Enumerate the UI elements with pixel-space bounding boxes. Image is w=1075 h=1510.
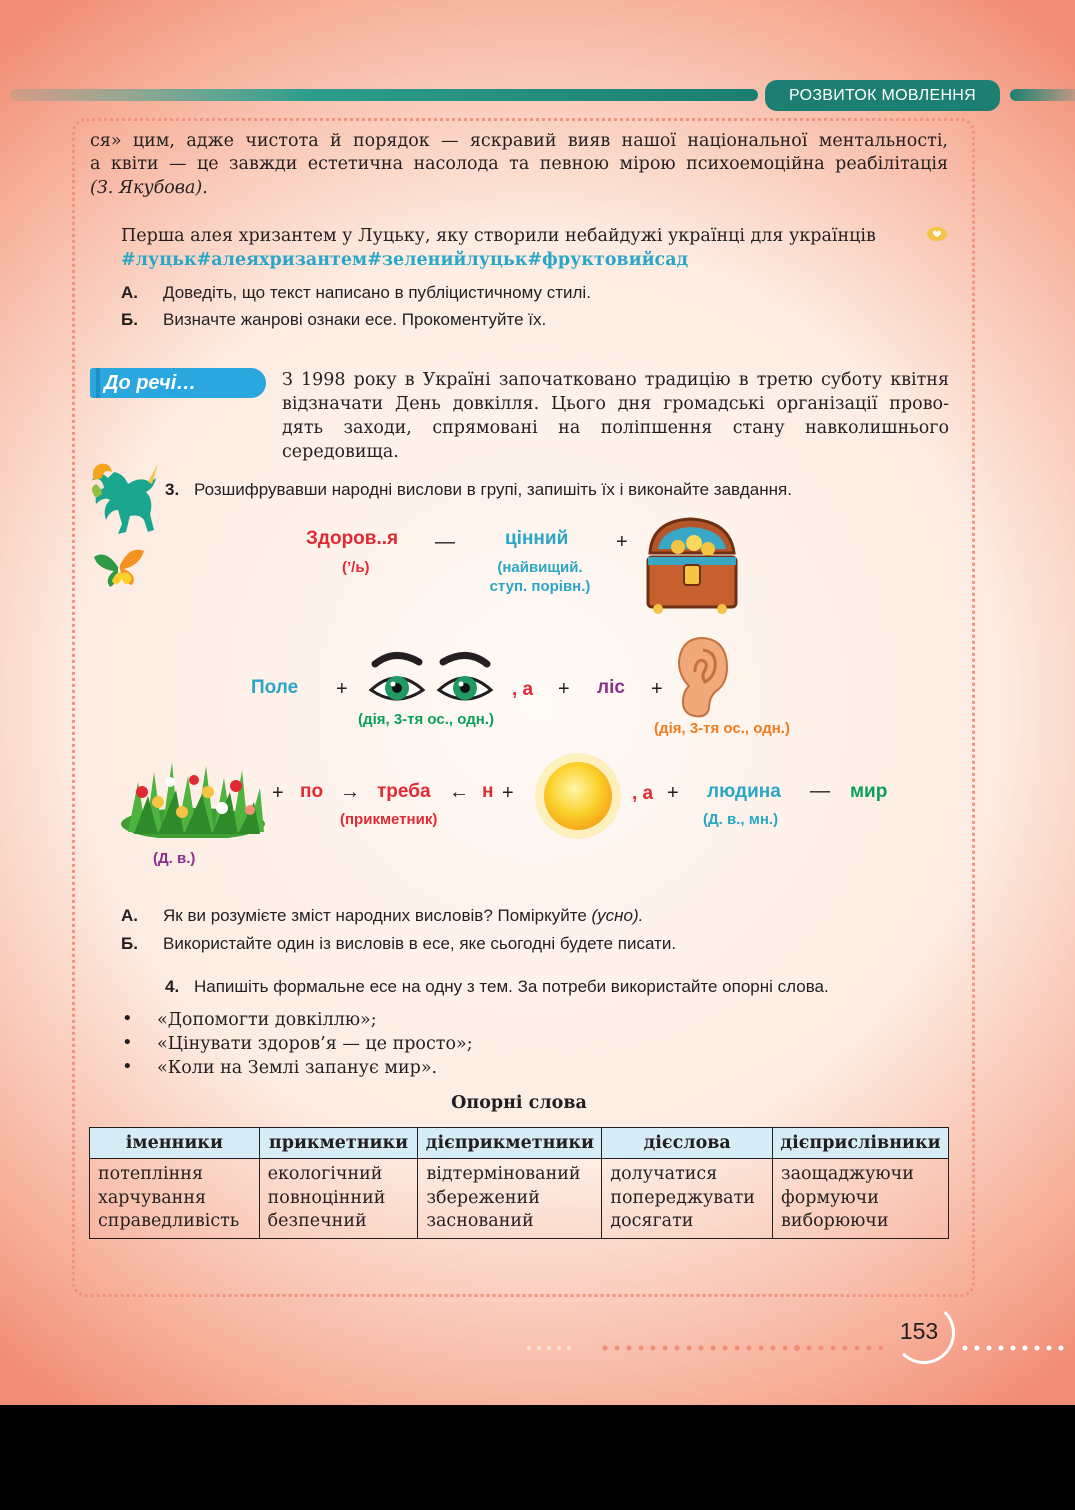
table-word: долучатися: [610, 1164, 718, 1184]
table-word: формуючи: [781, 1187, 879, 1208]
task2-a: [121, 904, 138, 928]
post-hashtags[interactable]: #луцьк#алеяхризантем#зеленийлуцьк#фруктовийсад: [121, 250, 689, 270]
puzzle2-word1: Поле: [251, 677, 299, 698]
sun-icon: [533, 751, 623, 841]
topic-3: «Коли на Землі запанує мир».: [157, 1058, 438, 1078]
bullet-icon: •: [122, 1032, 133, 1053]
table-word: повноцінний: [267, 1187, 386, 1208]
post-text: [121, 224, 931, 248]
section-title: РОЗВИТОК МОВЛЕННЯ: [765, 80, 1000, 111]
puzzle3-plus2: +: [502, 782, 514, 804]
intro-line-1: ся» цим, адже чистота й порядок — яскравий вияв нашої національної ментальності,: [90, 131, 948, 151]
post-caption: Перша алея хризантем у Луцьку, яку створили небайдужі українці для українців: [121, 226, 876, 246]
task2-b: [121, 932, 138, 956]
task2-b-text: Використайте один із висловів в есе, яке сьогодні будете писати.: [163, 934, 677, 953]
table-word: досягати: [610, 1211, 694, 1231]
puzzle3-myr: мир: [850, 781, 888, 802]
puzzle3-plus3: +: [667, 782, 679, 804]
task2-a-note: (усно).: [591, 906, 644, 925]
table-cell-participles: [418, 1159, 602, 1239]
table-header-cell: дієприслівники: [773, 1128, 949, 1159]
table-word: потепління: [98, 1164, 203, 1184]
puzzle3-hint-adj: (прикметник): [340, 811, 438, 828]
footer-dots: [525, 1345, 1075, 1351]
treasure-chest-icon: [638, 513, 744, 615]
puzzle1-dash: —: [435, 531, 455, 553]
aside-label: До речі…: [90, 368, 266, 398]
exercise3-text: Розшифрувавши народні вислови в групі, запишіть їх і виконайте завдання.: [194, 480, 792, 499]
ear-icon: [675, 636, 729, 718]
puzzle2-plus2: +: [558, 678, 570, 700]
exercise4-text: Напишіть формальне есе на одну з тем. За потреби використайте опорні слова.: [194, 977, 829, 996]
puzzle3-a: , а: [632, 783, 654, 804]
table-word: заснований: [426, 1211, 534, 1231]
task2-a-main: Як ви розумієте зміст народних висловів? Поміркуйте: [163, 906, 592, 925]
unicorn-icon: [88, 458, 160, 536]
puzzle3-plus1: +: [272, 782, 284, 804]
table-word: екологічний: [267, 1164, 383, 1184]
puzzle3-arrow-left: ←: [449, 781, 469, 803]
header-stripe-right: [1010, 89, 1075, 101]
eyes-icon: [367, 650, 495, 710]
table-cell-adverbial-participles: [773, 1159, 949, 1239]
task-a: [121, 281, 138, 305]
task2-b-letter: Б.: [121, 934, 138, 953]
task-b: [121, 308, 138, 332]
puzzle1-word2: цінний: [505, 528, 569, 549]
task-b-text: Визначте жанрові ознаки есе. Прокоментуйте їх.: [163, 310, 547, 329]
table-header-row: [90, 1128, 949, 1159]
table-header-cell: дієслова: [602, 1128, 773, 1159]
exercise3-num: 3.: [165, 480, 180, 499]
table-header-cell: прикметники: [259, 1128, 418, 1159]
table-word: безпечний: [267, 1211, 367, 1231]
table-word: виборюючи: [781, 1211, 889, 1231]
grass-flowers-icon: [118, 752, 268, 838]
table-cell-adjectives: [259, 1159, 418, 1239]
task2-a-letter: А.: [121, 906, 138, 925]
butterflies-icon: [90, 543, 148, 593]
topic-1: «Допомогти довкіллю»;: [157, 1010, 377, 1030]
aside-line-2: відзначати День довкілля. Цього дня громадські організації прово-: [282, 394, 949, 414]
aside-line-3: дять заходи, спрямовані на поліпшення стану навколишнього: [282, 418, 949, 438]
task2-a-text: [163, 904, 643, 928]
table-header-cell: дієприкметники: [418, 1128, 602, 1159]
intro-line-2: а квіти — це завжди естетична насолода та певною мірою психоемоційна реабілітація: [90, 154, 948, 174]
bullet-icon: •: [122, 1008, 133, 1029]
table-word: заощаджуючи: [781, 1164, 914, 1184]
intro-author: (З. Якубова).: [90, 178, 208, 198]
task-a-letter: А.: [121, 283, 138, 302]
task-b-letter: Б.: [121, 310, 138, 329]
puzzle3-po: по: [300, 781, 324, 802]
aside-line-1: З 1998 року в Україні започатковано традицію в третю суботу квітня: [282, 370, 949, 390]
puzzle1-word1: Здоров..я: [306, 528, 399, 549]
table-word: харчування: [98, 1187, 207, 1208]
puzzle2-a: , а: [512, 679, 534, 700]
puzzle1-hint2a: (найвищий.: [497, 559, 583, 576]
table-cell-nouns: [90, 1159, 260, 1239]
table-cell-verbs: [602, 1159, 773, 1239]
puzzle3-lyudyna: людина: [707, 781, 781, 802]
table-word: попереджувати: [610, 1187, 755, 1208]
puzzle1-plus: +: [616, 531, 628, 553]
heart-emoji-icon: [926, 226, 948, 242]
puzzle3-hint-grass: (Д. в.): [153, 850, 196, 867]
table-word: збережений: [426, 1187, 540, 1208]
puzzle3-hint-people: (Д. в., мн.): [703, 811, 779, 828]
puzzle3-n: н: [482, 781, 494, 802]
puzzle3-arrow-right: →: [340, 781, 360, 803]
topic-2: «Цінувати здоров’я — це просто»;: [157, 1034, 473, 1054]
exercise3-number: [165, 478, 179, 502]
table-word: відтермінований: [426, 1164, 581, 1184]
table-word: справедливість: [98, 1211, 240, 1231]
puzzle2-hint-ear: (дія, 3-тя ос., одн.): [654, 720, 790, 737]
table-header-cell: іменники: [90, 1128, 260, 1159]
task-a-text: Доведіть, що текст написано в публіцистичному стилі.: [163, 283, 591, 302]
puzzle2-hint-eyes: (дія, 3-тя ос., одн.): [358, 711, 494, 728]
aside-line-4: середовища.: [282, 442, 399, 462]
table-title: Опорні слова: [451, 1093, 587, 1113]
puzzle3-dash: —: [810, 780, 830, 802]
table-row: [90, 1159, 949, 1239]
puzzle2-word2: ліс: [597, 677, 625, 698]
puzzle2-plus1: +: [336, 678, 348, 700]
page-number: 153: [899, 1317, 939, 1344]
puzzle2-plus3: +: [651, 678, 663, 700]
exercise4-number: [165, 975, 179, 999]
exercise4-num: 4.: [165, 977, 180, 996]
puzzle3-treba: треба: [377, 781, 431, 802]
header-stripe: [10, 89, 758, 101]
bullet-icon: •: [122, 1056, 133, 1077]
puzzle1-hint1: (’/ь): [342, 559, 370, 576]
puzzle1-hint2b: ступ. порівн.): [489, 578, 591, 595]
key-words-table: [89, 1127, 949, 1239]
